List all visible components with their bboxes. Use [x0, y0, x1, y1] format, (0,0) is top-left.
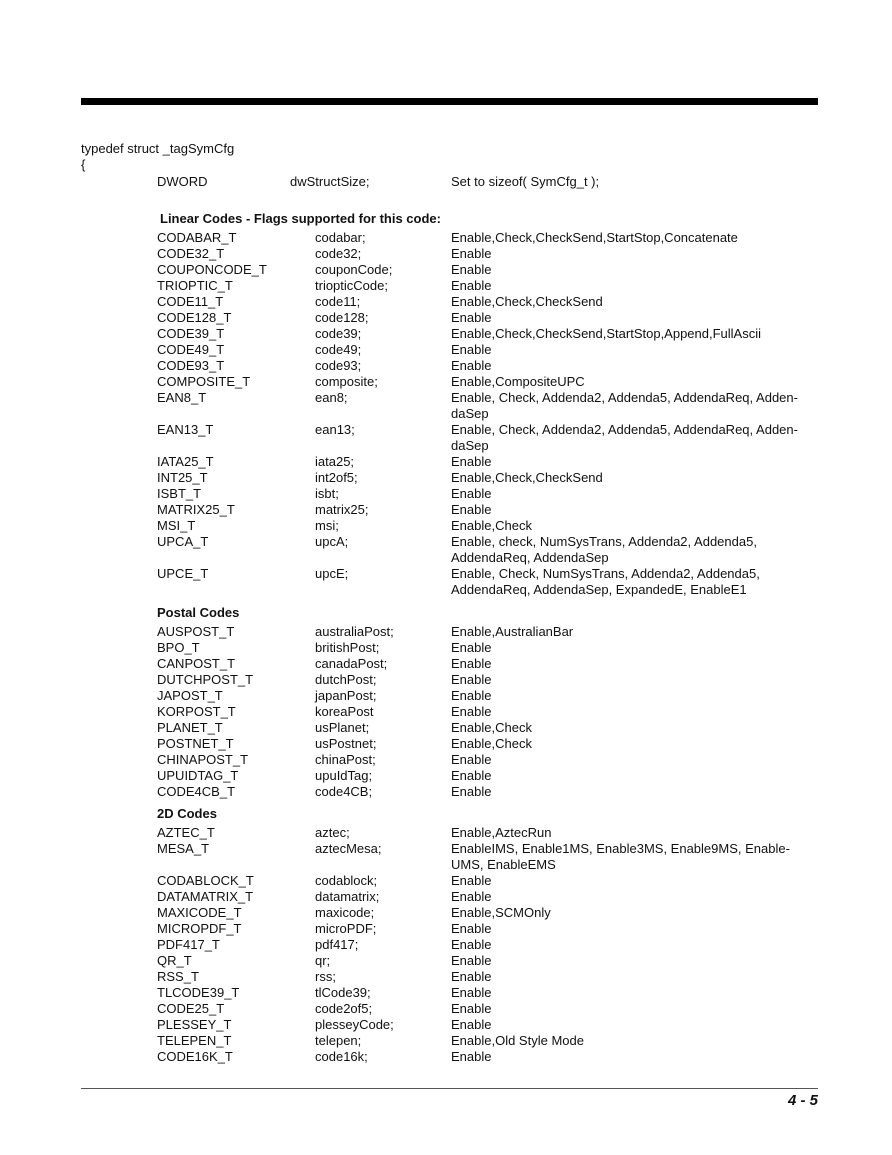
supported-flags: Enable, Check, Addenda2, Addenda5, AddendaReq, Adden-daSep — [451, 422, 798, 453]
code-type: CODE32_T — [157, 246, 225, 261]
code-type: MESA_T — [157, 841, 210, 856]
code-type: KORPOST_T — [157, 704, 236, 719]
code-type: PLANET_T — [157, 720, 223, 735]
code-type: CHINAPOST_T — [157, 752, 249, 767]
supported-flags: Enable,Check — [451, 518, 532, 533]
code-type: CODABLOCK_T — [157, 873, 254, 888]
code-type: JAPOST_T — [157, 688, 223, 703]
supported-flags: Enable,Check,CheckSend — [451, 470, 603, 485]
struct-size-type: DWORD — [157, 174, 208, 189]
field-name: code4CB; — [315, 784, 373, 799]
supported-flags: Enable — [451, 1017, 492, 1032]
supported-flags: Enable — [451, 278, 492, 293]
code-type: CODABAR_T — [157, 230, 237, 245]
field-name: rss; — [315, 969, 336, 984]
supported-flags: Enable — [451, 937, 492, 952]
field-name: dutchPost; — [315, 672, 377, 687]
supported-flags: Enable,CompositeUPC — [451, 374, 585, 389]
field-name: koreaPost — [315, 704, 374, 719]
field-name: iata25; — [315, 454, 355, 469]
code-type: MATRIX25_T — [157, 502, 235, 517]
supported-flags: Enable — [451, 1001, 492, 1016]
code-type: CODE11_T — [157, 294, 224, 309]
code-type: UPCE_T — [157, 566, 209, 581]
supported-flags: Enable — [451, 262, 492, 277]
supported-flags: Enable — [451, 358, 492, 373]
field-name: ean13; — [315, 422, 355, 437]
field-name: plesseyCode; — [315, 1017, 394, 1032]
supported-flags: Enable — [451, 921, 492, 936]
struct-size-field: dwStructSize; — [290, 174, 370, 189]
supported-flags: Enable — [451, 889, 492, 904]
struct-size-note: Set to sizeof( SymCfg_t ); — [451, 174, 600, 189]
field-name: tlCode39; — [315, 985, 371, 1000]
supported-flags: Enable, Check, NumSysTrans, Addenda2, Addenda5, AddendaReq, AddendaSep, ExpandedE, EnableE1 — [451, 566, 760, 597]
field-name: code128; — [315, 310, 369, 325]
supported-flags: Enable,Check — [451, 720, 532, 735]
supported-flags: Enable,Check — [451, 736, 532, 751]
field-name: australiaPost; — [315, 624, 394, 639]
field-name: codabar; — [315, 230, 366, 245]
field-name: chinaPost; — [315, 752, 376, 767]
supported-flags: Enable,Old Style Mode — [451, 1033, 584, 1048]
header-rule — [81, 98, 818, 105]
page-number: 4 - 5 — [787, 1092, 818, 1109]
field-name: isbt; — [315, 486, 339, 501]
code-type: CODE93_T — [157, 358, 225, 373]
field-name: msi; — [315, 518, 339, 533]
field-name: ean8; — [315, 390, 348, 405]
field-name: code11; — [315, 294, 361, 309]
field-name: triopticCode; — [315, 278, 388, 293]
code-type: INT25_T — [157, 470, 208, 485]
code-type: CODE25_T — [157, 1001, 225, 1016]
field-name: upuIdTag; — [315, 768, 373, 783]
code-type: COUPONCODE_T — [157, 262, 267, 277]
field-name: japanPost; — [315, 688, 377, 703]
supported-flags: Enable,SCMOnly — [451, 905, 551, 920]
supported-flags: Enable — [451, 486, 492, 501]
field-name: microPDF; — [315, 921, 377, 936]
code-type: CODE128_T — [157, 310, 232, 325]
supported-flags: Enable — [451, 502, 492, 517]
code-type: UPUIDTAG_T — [157, 768, 239, 783]
supported-flags: Enable,Check,CheckSend,StartStop,Concatenate — [451, 230, 738, 245]
code-type: QR_T — [157, 953, 192, 968]
code-type: CODE49_T — [157, 342, 225, 357]
code-type: COMPOSITE_T — [157, 374, 251, 389]
supported-flags: Enable — [451, 454, 492, 469]
code-type: EAN13_T — [157, 422, 214, 437]
code-type: IATA25_T — [157, 454, 214, 469]
code-type: BPO_T — [157, 640, 200, 655]
supported-flags: Enable,Check,CheckSend — [451, 294, 603, 309]
field-name: int2of5; — [315, 470, 358, 485]
supported-flags: Enable — [451, 873, 492, 888]
code-type: MSI_T — [157, 518, 196, 533]
supported-flags: Enable,AztecRun — [451, 825, 552, 840]
supported-flags: Enable, Check, Addenda2, Addenda5, AddendaReq, Adden-daSep — [451, 390, 798, 421]
supported-flags: Enable — [451, 672, 492, 687]
code-type: POSTNET_T — [157, 736, 234, 751]
code-type: ISBT_T — [157, 486, 202, 501]
field-name: code32; — [315, 246, 362, 261]
code-type: DUTCHPOST_T — [157, 672, 254, 687]
field-name: datamatrix; — [315, 889, 380, 904]
field-name: couponCode; — [315, 262, 393, 277]
field-name: code93; — [315, 358, 362, 373]
supported-flags: Enable — [451, 640, 492, 655]
supported-flags: Enable — [451, 768, 492, 783]
code-type: MICROPDF_T — [157, 921, 242, 936]
supported-flags: Enable — [451, 969, 492, 984]
supported-flags: Enable,AustralianBar — [451, 624, 574, 639]
field-name: upcE; — [315, 566, 349, 581]
field-name: canadaPost; — [315, 656, 388, 671]
code-type: RSS_T — [157, 969, 199, 984]
field-name: code2of5; — [315, 1001, 373, 1016]
typedef-line: typedef struct _tagSymCfg — [81, 141, 235, 156]
code-type: CANPOST_T — [157, 656, 236, 671]
field-name: usPlanet; — [315, 720, 370, 735]
section-title: 2D Codes — [157, 806, 217, 821]
field-name: code39; — [315, 326, 362, 341]
field-name: aztec; — [315, 825, 350, 840]
supported-flags: Enable — [451, 752, 492, 767]
code-type: MAXICODE_T — [157, 905, 242, 920]
field-name: upcA; — [315, 534, 349, 549]
supported-flags: Enable — [451, 688, 492, 703]
supported-flags: EnableIMS, Enable1MS, Enable3MS, Enable9MS, Enable-UMS, EnableEMS — [451, 841, 790, 872]
supported-flags: Enable, check, NumSysTrans, Addenda2, Addenda5, AddendaReq, AddendaSep — [451, 534, 757, 565]
supported-flags: Enable — [451, 704, 492, 719]
code-type: TELEPEN_T — [157, 1033, 232, 1048]
supported-flags: Enable — [451, 1049, 492, 1064]
field-name: telepen; — [315, 1033, 362, 1048]
supported-flags: Enable — [451, 656, 492, 671]
code-type: CODE16K_T — [157, 1049, 233, 1064]
field-name: code16k; — [315, 1049, 368, 1064]
supported-flags: Enable — [451, 953, 492, 968]
field-name: usPostnet; — [315, 736, 377, 751]
code-type: AUSPOST_T — [157, 624, 235, 639]
supported-flags: Enable — [451, 985, 492, 1000]
code-type: EAN8_T — [157, 390, 207, 405]
code-type: TLCODE39_T — [157, 985, 240, 1000]
supported-flags: Enable,Check,CheckSend,StartStop,Append,FullAscii — [451, 326, 762, 341]
field-name: pdf417; — [315, 937, 359, 952]
code-type: CODE4CB_T — [157, 784, 236, 799]
footer-rule — [81, 1088, 818, 1089]
field-name: matrix25; — [315, 502, 369, 517]
code-type: DATAMATRIX_T — [157, 889, 254, 904]
code-type: UPCA_T — [157, 534, 209, 549]
field-name: codablock; — [315, 873, 378, 888]
section-title: Linear Codes - Flags supported for this code: — [160, 211, 441, 226]
supported-flags: Enable — [451, 784, 492, 799]
code-type: TRIOPTIC_T — [157, 278, 233, 293]
field-name: qr; — [315, 953, 331, 968]
field-name: code49; — [315, 342, 362, 357]
code-type: PLESSEY_T — [157, 1017, 232, 1032]
code-type: AZTEC_T — [157, 825, 215, 840]
code-type: CODE39_T — [157, 326, 225, 341]
supported-flags: Enable — [451, 342, 492, 357]
field-name: maxicode; — [315, 905, 375, 920]
field-name: composite; — [315, 374, 378, 389]
section-title: Postal Codes — [157, 605, 240, 620]
code-type: PDF417_T — [157, 937, 220, 952]
supported-flags: Enable — [451, 310, 492, 325]
open-brace: { — [81, 157, 86, 172]
field-name: aztecMesa; — [315, 841, 382, 856]
field-name: britishPost; — [315, 640, 380, 655]
supported-flags: Enable — [451, 246, 492, 261]
